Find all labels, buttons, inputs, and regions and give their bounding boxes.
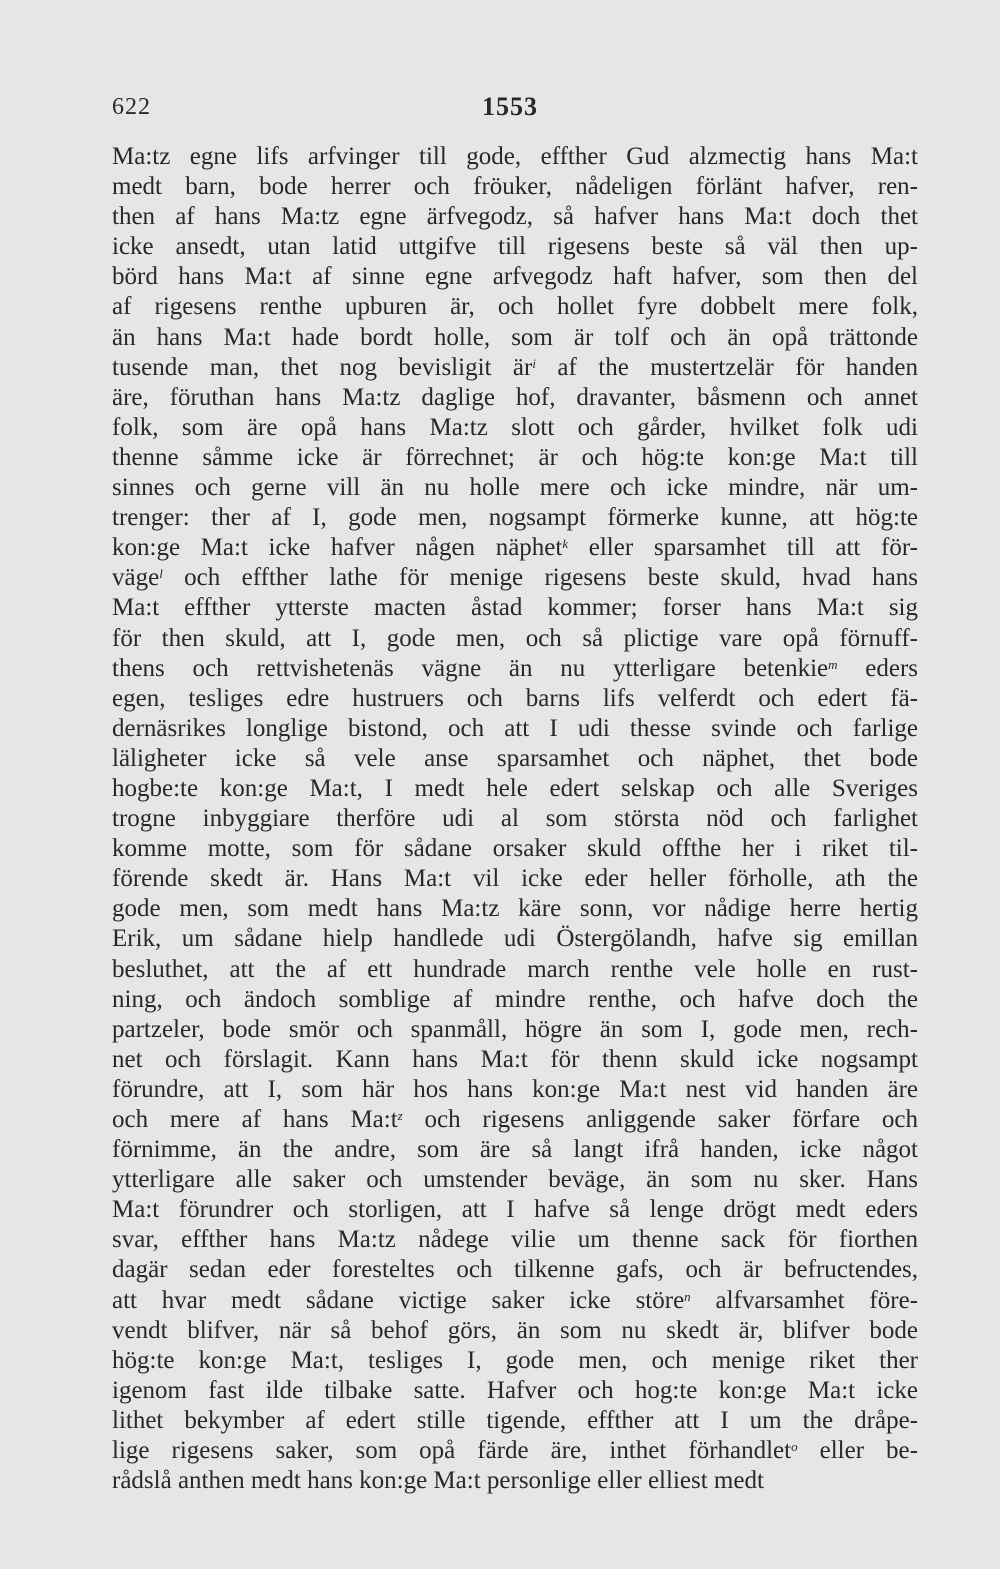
text-line: än hans Ma:t hade bordt holle, som är tolf och än opå trättonde: [112, 323, 918, 351]
text-line: trenger: ther af I, gode men, nogsampt förmerke kunne, att hög:te: [112, 504, 918, 532]
text-line: kon:ge Ma:t icke hafver någen näphet$^k$ eller sparsamhet till att för-: [112, 534, 918, 562]
footnote-marker: m: [828, 656, 838, 672]
text-line: Erik, um sådane hielp handlede udi Östergölandh, hafve sig emillan: [112, 925, 918, 953]
text-line: svar, effther hans Ma:tz nådege vilie um thenne sack för fiorthen: [112, 1226, 918, 1254]
text-line: partzeler, bode smör och spanmåll, högre än som I, gode men, rech-: [112, 1015, 918, 1043]
text-line: äre, föruthan hans Ma:tz daglige hof, dravanter, båsmenn och annet: [112, 383, 918, 411]
text-line: väge$^l$ och effther lathe för menige rigesens beste skuld, hvad hans: [112, 564, 918, 592]
text-line: läligheter icke så vele anse sparsamhet och näphet, thet bode: [112, 744, 918, 772]
text-line: thenne såmme icke är förrechnet; är och hög:te kon:ge Ma:t till: [112, 443, 918, 471]
year-heading: 1553: [482, 92, 538, 121]
text-line: igenom fast ilde tilbake satte. Hafver och hog:te kon:ge Ma:t icke: [112, 1376, 918, 1404]
text-line: af rigesens renthe upburen är, och hollet fyre dobbelt mere folk,: [112, 293, 918, 321]
footnote-marker: l: [159, 566, 163, 582]
text-line: ytterligare alle saker och umstender beväge, än som nu sker. Hans: [112, 1166, 918, 1194]
text-line: vendt blifver, när så behof görs, än som nu skedt är, blifver bode: [112, 1316, 918, 1344]
text-line: rådslå anthen medt hans kon:ge Ma:t personlige eller elliest medt: [112, 1467, 764, 1495]
text-line: medt barn, bode herrer och fröuker, nådeligen förlänt hafver, ren-: [112, 173, 918, 201]
footnote-marker: o: [791, 1439, 798, 1455]
text-line: förende skedt är. Hans Ma:t vil icke eder heller förholle, ath the: [112, 865, 918, 893]
text-line: lithet bekymber af edert stille tigende, effther att I um the dråpe-: [112, 1406, 918, 1434]
text-line: sinnes och gerne vill än nu holle mere och icke mindre, när um-: [112, 474, 918, 502]
text-line: net och förslagit. Kann hans Ma:t för thenn skuld icke nogsampt: [112, 1045, 918, 1073]
text-line: folk, som äre opå hans Ma:tz slott och gårder, hvilket folk udi: [112, 413, 918, 441]
text-line: tusende man, thet nog bevisligit $är^i$ af the mustertzelär för handen: [112, 353, 919, 381]
text-line: egen, tesliges edre hustruers och barns lifs velferdt och edert fä-: [112, 684, 918, 712]
text-line: och mere af hans $Ma:t^z$ och rigesens anliggende saker förfare och: [112, 1106, 918, 1133]
text-line: besluthet, att the af ett hundrade march renthe vele holle en rust-: [112, 955, 918, 983]
text-line: Ma:tz egne lifs arfvinger till gode, effther Gud alzmectig hans Ma:t: [112, 143, 918, 170]
footnote-marker: n: [684, 1288, 691, 1304]
text-line: lige rigesens saker, som opå färde äre, inthet förhandlet$^o$ eller be-: [112, 1437, 918, 1465]
text-line: then af hans Ma:tz egne ärfvegodz, så hafver hans Ma:t doch thet: [112, 203, 918, 231]
text-line: förundre, att I, som här hos hans kon:ge Ma:t nest vid handen äre: [112, 1075, 918, 1103]
text-line: att hvar medt sådane victige saker icke störe$^n$ alfvarsamhet före-: [112, 1286, 918, 1314]
page-number: 622: [112, 94, 151, 120]
footnote-marker: i: [532, 355, 536, 371]
text-line: komme motte, som för sådane orsaker skuld offthe her i riket til-: [112, 835, 918, 863]
text-line: Ma:t förundrer och storligen, att I hafve så lenge drögt medt eders: [112, 1196, 918, 1224]
text-line: trogne inbyggiare therföre udi al som största nöd och farlighet: [112, 805, 918, 833]
text-line: dagär sedan eder foresteltes och tilkenne gafs, och är befructendes,: [112, 1256, 918, 1284]
text-line: börd hans Ma:t af sinne egne arfvegodz haft hafver, som then del: [112, 263, 918, 291]
footnote-marker: k: [562, 536, 569, 552]
text-line: gode men, som medt hans Ma:tz käre sonn, vor nådige herre hertig: [112, 895, 918, 923]
text-line: ning, och ändoch somblige af mindre renthe, och hafve doch the: [112, 985, 918, 1013]
text-line: icke ansedt, utan latid uttgifve till rigesens beste så väl then up-: [112, 233, 918, 261]
text-line: Ma:t effther ytterste macten åstad kommer; forser hans Ma:t sig: [112, 594, 918, 622]
text-line: hogbe:te kon:ge Ma:t, I medt hele edert selskap och alle Sveriges: [112, 774, 918, 802]
text-line: dernäsrikes longlige bistond, och att I udi thesse svinde och farlige: [112, 714, 918, 742]
text-line: förnimme, än the andre, som äre så langt ifrå handen, icke något: [112, 1136, 918, 1164]
text-line: thens och rettvishetenäs vägne än nu ytterligare betenkie$^m$ eders: [112, 654, 918, 682]
text-line: för then skuld, att I, gode men, och så plictige vare opå förnuff-: [112, 624, 918, 652]
text-line: hög:te kon:ge Ma:t, tesliges I, gode men, och menige riket ther: [112, 1346, 918, 1374]
body-text: [112, 142, 918, 1496]
footnote-marker: z: [397, 1108, 403, 1123]
